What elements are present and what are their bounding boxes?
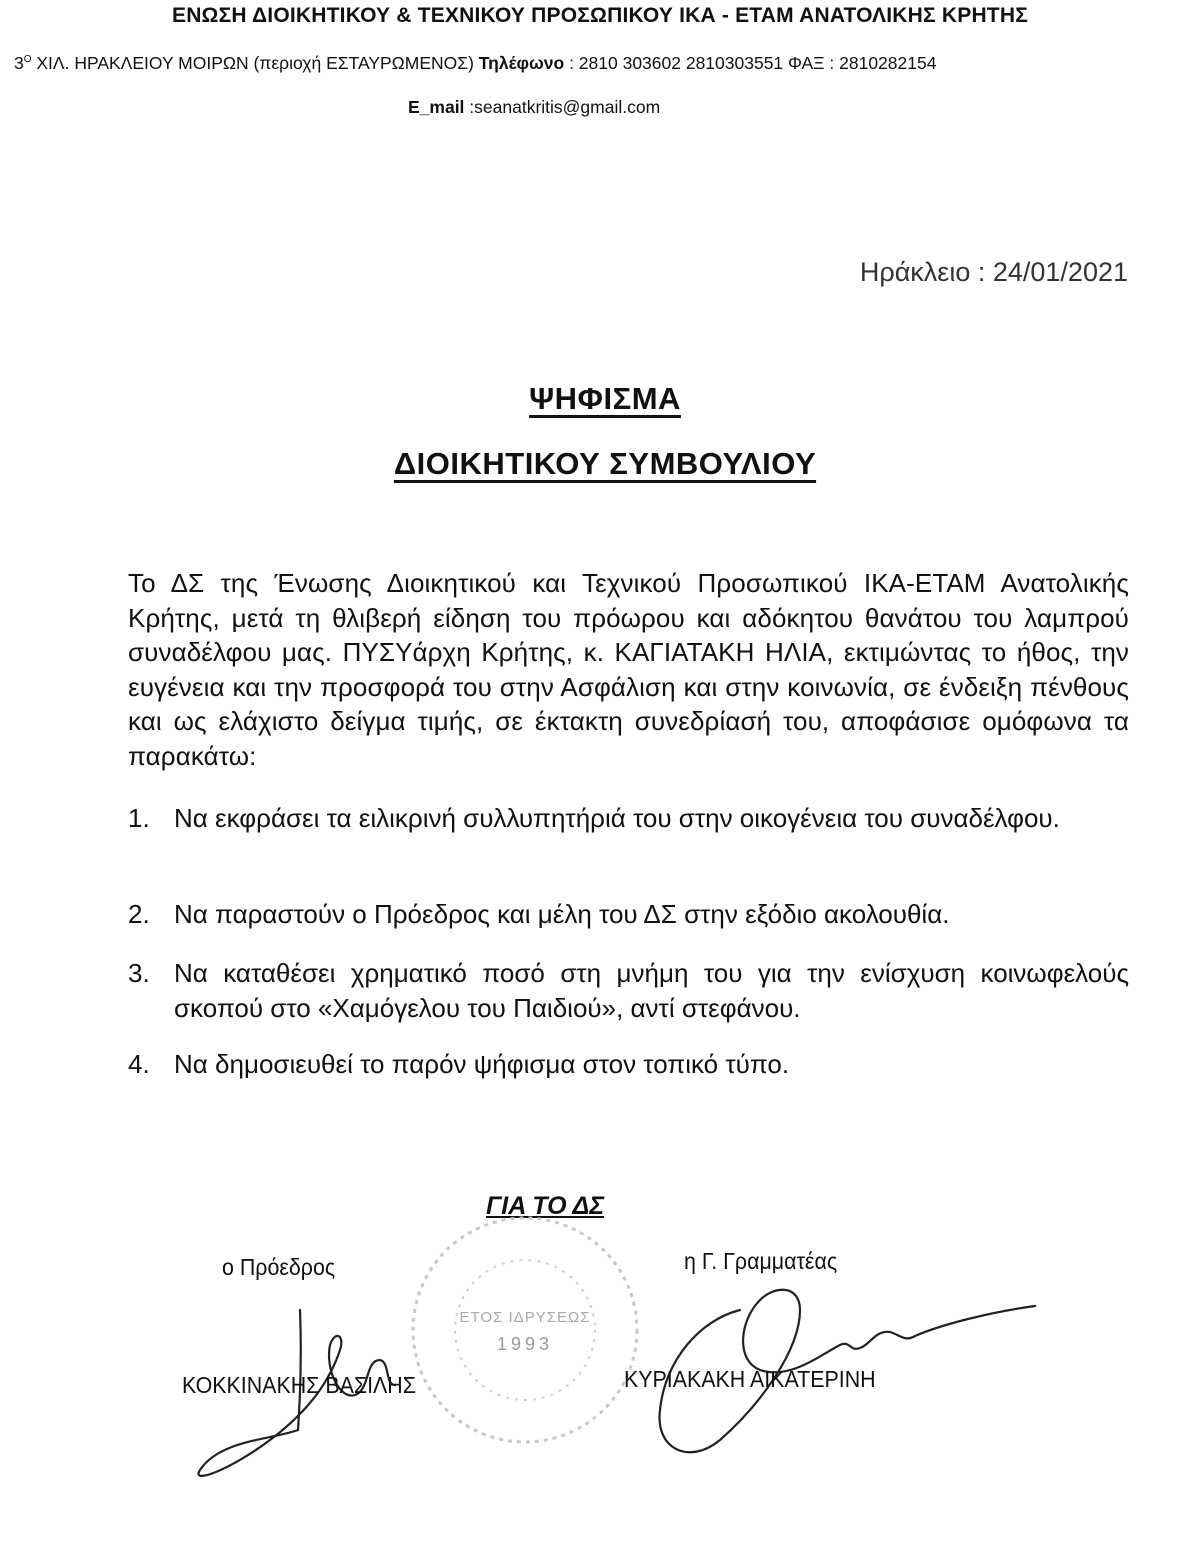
stamp-text: ΕΤΟΣ ΙΔΡΥΣΕΩΣ: [459, 1309, 591, 1326]
signature-heading: ΓΙΑ ΤΟ ΔΣ: [486, 1192, 605, 1220]
phone-label: Τηλέφωνο: [478, 53, 565, 73]
list-item-number: 1.: [128, 803, 150, 833]
phone-values: : 2810 303602 2810303551 ΦΑΞ : 2810282154: [564, 53, 937, 73]
organization-title: [0, 4, 1200, 28]
address-number: 3: [14, 53, 24, 73]
list-item-number: 2.: [128, 899, 150, 929]
list-item: [128, 801, 1129, 836]
stamp-year: 1993: [496, 1334, 554, 1354]
list-item-text: Να παραστούν ο Πρόεδρος και μέλη του ΔΣ στην εξόδιο ακολουθία.: [174, 899, 950, 929]
secretary-label: η Γ. Γραμματέας: [684, 1248, 838, 1274]
list-item-text: Να εκφράσει τα ειλικρινή συλλυπητήριά του στην οικογένεια του συναδέλφου.: [174, 803, 1060, 833]
organization-stamp: [400, 1200, 650, 1460]
list-item-number: 4.: [128, 1049, 150, 1079]
body-paragraph: Το ΔΣ της Ένωσης Διοικητικού και Τεχνικού Προσωπικού ΙΚΑ-ΕΤΑΜ Ανατολικής Κρήτης, μετά τη θλιβερή είδηση του πρόωρου και αδόκητου θανάτου του λαμπρού συναδέλφου μας. ΠΥΣΥάρχη Κρήτης, κ. ΚΑΓΙΑΤΑΚΗ ΗΛΙΑ, εκτιμώντας το ήθος, την ευγένεια και την προσφορά του στην Ασφάλιση και στην κοινωνία, σε ένδειξη πένθους και ως ελάχιστο δείγμα τιμής, σε έκτακτη συνεδρίασή του, αποφάσισε ομόφωνα τα παρακάτω:: [128, 568, 1129, 771]
list-item-number: 3.: [128, 958, 150, 988]
address-superscript: Ο: [23, 54, 32, 66]
president-label: ο Πρόεδρος: [222, 1254, 336, 1280]
list-item: [128, 1047, 1129, 1082]
organization-address: [14, 53, 936, 74]
list-item-text: Να καταθέσει χρηματικό ποσό στη μνήμη του για την ενίσχυση κοινωφελούς σκοπού στο «Χαμόγελου του Παιδιού», αντί στεφάνου.: [174, 958, 1129, 1023]
list-item: [128, 956, 1129, 1026]
document-title: ΨΗΦΙΣΜΑ: [529, 381, 681, 416]
president-name: ΚΟΚΚΙΝΑΚΗΣ ΒΑΣΙΛΗΣ: [182, 1372, 416, 1398]
secretary-name: ΚΥΡΙΑΚΑΚΗ ΑΙΚΑΤΕΡΙΝΗ: [624, 1366, 876, 1392]
date-line: Ηράκλειο : 24/01/2021: [859, 257, 1128, 287]
document-subtitle: ΔΙΟΙΚΗΤΙΚΟΥ ΣΥΜΒΟΥΛΙΟΥ: [393, 446, 817, 481]
address-text: ΧΙΛ. ΗΡΑΚΛΕΙΟΥ ΜΟΙΡΩΝ (περιοχή ΕΣΤΑΥΡΩΜΕΝΟΣ): [31, 53, 479, 73]
email-value: :seanatkritis@gmail.com: [464, 97, 661, 117]
list-item-text: Να δημοσιευθεί το παρόν ψήφισμα στον τοπικό τύπο.: [174, 1049, 790, 1079]
organization-email: [408, 97, 660, 118]
organization-title-text: ΕΝΩΣΗ ΔΙΟΙΚΗΤΙΚΟΥ & ΤΕΧΝΙΚΟΥ ΠΡΟΣΩΠΙΚΟΥ ΙΚΑ - ΕΤΑΜ ΑΝΑΤΟΛΙΚΗΣ ΚΡΗΤΗΣ: [171, 4, 1029, 27]
list-item: [128, 897, 1129, 932]
email-label: E_mail: [408, 97, 465, 117]
